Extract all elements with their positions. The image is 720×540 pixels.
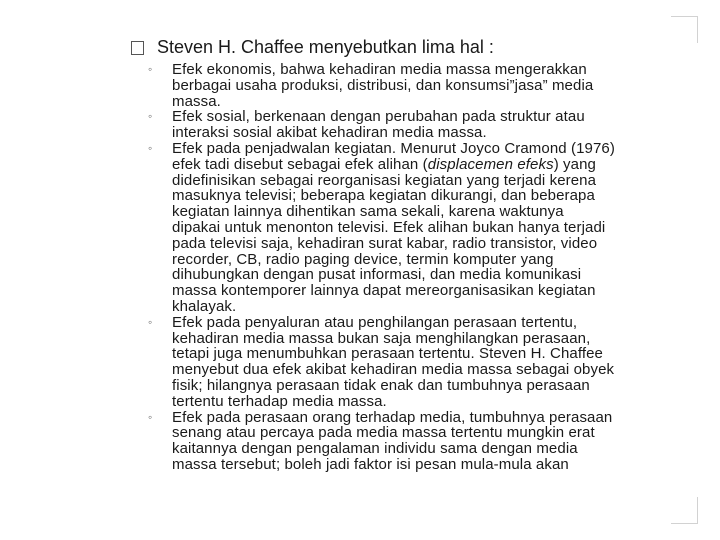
list-item-text — [172, 109, 696, 141]
circle-bullet-icon: ◦ — [148, 62, 153, 76]
text-line: senang atau percaya pada media massa tertentu mungkin erat — [172, 424, 595, 442]
list-item — [148, 62, 708, 109]
list-item — [148, 141, 708, 315]
text-line: Efek ekonomis, bahwa kehadiran media massa mengerakkan — [172, 61, 587, 78]
text-fragment: efek tadi disebut sebagai efek alihan ( — [172, 155, 428, 173]
circle-bullet-icon: ◦ — [148, 314, 153, 329]
text-line-with-italic — [172, 157, 696, 173]
list-item — [148, 315, 708, 410]
text-line: pada televisi saja, kehadiran surat kabar, radio transistor, video — [172, 234, 598, 252]
text-line: fisik; hilangnya perasaan tidak enak dan tumbuhnya perasaan — [172, 376, 590, 394]
sub-bullet-list — [148, 62, 708, 473]
list-item — [148, 410, 708, 473]
italic-term: displacemen efeks — [427, 155, 554, 173]
text-line: dihubungkan dengan pusat informasi, dan media komunikasi — [172, 266, 582, 284]
text-line: Efek pada perasaan orang terhadap media, tumbuhnya perasaan — [172, 408, 613, 426]
text-line: masuknya televisi; beberapa kegiatan dikurangi, dan beberapa — [172, 187, 595, 205]
text-line: massa. — [172, 92, 221, 110]
circle-bullet-icon: ◦ — [148, 140, 153, 155]
text-line: recorder, CB, radio paging device, termin komputer yang — [172, 250, 554, 268]
main-bullet-text: Steven H. Chaffee menyebutkan lima hal : — [157, 37, 494, 57]
text-line: dipakai untuk menonton televisi. Efek alihan bukan hanya terjadi — [172, 218, 606, 236]
text-line: Efek pada penyaluran atau penghilangan perasaan tertentu, — [172, 313, 578, 331]
text-line: menyebut dua efek akibat kehadiran media massa sebagai obyek — [172, 361, 615, 379]
text-line: Efek pada penjadwalan kegiatan. Menurut Joyco Cramond (1976) — [172, 139, 615, 157]
text-line: massa kontemporer lainnya dapat mereorganisasikan kegiatan — [172, 282, 596, 300]
main-bullet — [131, 36, 691, 58]
text-line: kehadiran media massa bukan saja menghilangkan perasaan, — [172, 329, 591, 347]
text-line: tetapi juga menumbuhkan perasaan tertentu. Steven H. Chaffee — [172, 345, 604, 363]
text-line: interaksi sosial akibat kehadiran media massa. — [172, 124, 487, 142]
list-item-text — [172, 410, 696, 473]
text-line: khalayak. — [172, 297, 237, 315]
text-line: tertentu terhadap media massa. — [172, 392, 387, 410]
list-item — [148, 109, 708, 141]
list-item-text — [172, 62, 696, 109]
circle-bullet-icon: ◦ — [148, 409, 153, 424]
text-line: kegiatan lainnya dihentikan sama sekali, karena waktunya — [172, 203, 564, 221]
text-line: didefinisikan sebagai reorganisasi kegiatan yang terjadi kerena — [172, 171, 597, 189]
circle-bullet-icon: ◦ — [148, 109, 153, 124]
text-line: massa tersebut; boleh jadi faktor isi pesan mula-mula akan — [172, 455, 569, 473]
text-line: Efek sosial, berkenaan dengan perubahan pada struktur atau — [172, 108, 585, 126]
empty-box-bullet-icon — [131, 41, 144, 55]
text-fragment: ) yang — [553, 155, 596, 173]
list-item-text — [172, 141, 696, 315]
text-line: kaitannya dengan pengalaman individu sama dengan media — [172, 440, 578, 458]
list-item-text — [172, 315, 696, 410]
text-line: berbagai usaha produksi, distribusi, dan konsumsi”jasa” media — [172, 76, 594, 94]
frame-corner-bottom-right — [671, 497, 698, 524]
